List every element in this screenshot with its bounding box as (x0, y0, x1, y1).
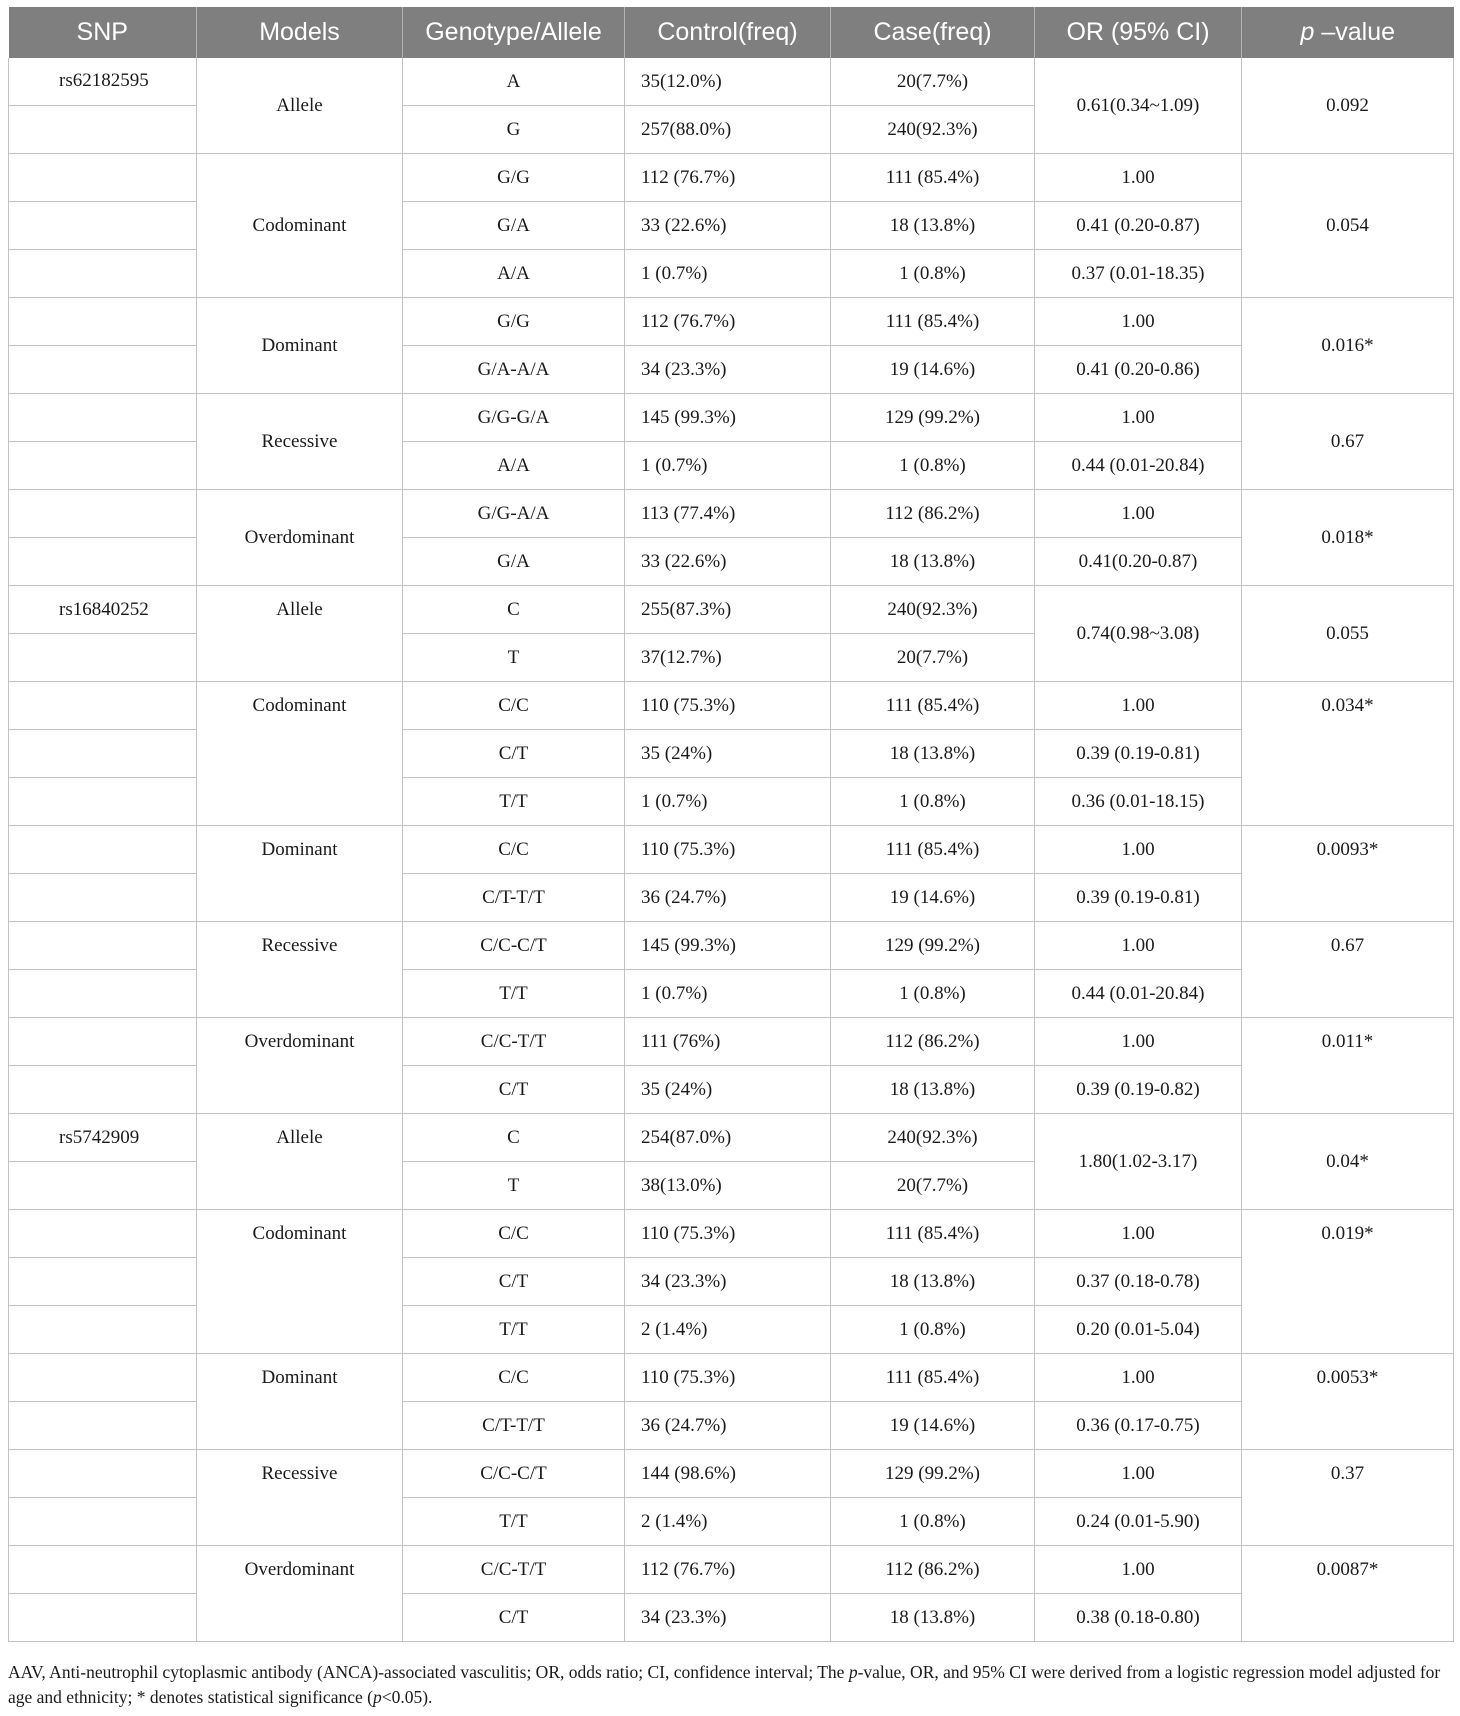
cell-case: 18 (13.8%) (831, 1258, 1035, 1306)
table-container (8, 7, 1453, 1642)
cell-model (197, 970, 403, 1018)
table-row (9, 1066, 1454, 1114)
cell-p-value (1242, 1594, 1454, 1642)
cell-or: 1.00 (1035, 394, 1242, 442)
cell-or: 0.24 (0.01-5.90) (1035, 1498, 1242, 1546)
cell-snp (9, 1594, 197, 1642)
cell-genotype: C/C (403, 826, 625, 874)
cell-control: 35 (24%) (625, 730, 831, 778)
cell-snp (9, 634, 197, 682)
cell-genotype: C/T-T/T (403, 1402, 625, 1450)
cell-snp (9, 1354, 197, 1402)
cell-model (197, 1594, 403, 1642)
footnote-part3: <0.05). (381, 1687, 433, 1707)
cell-p-value (1242, 1306, 1454, 1354)
table-row (9, 586, 1454, 634)
cell-case: 111 (85.4%) (831, 154, 1035, 202)
cell-control: 110 (75.3%) (625, 682, 831, 730)
cell-case: 1 (0.8%) (831, 250, 1035, 298)
cell-genotype: A (403, 58, 625, 106)
cell-case: 1 (0.8%) (831, 442, 1035, 490)
cell-p-value: 0.67 (1242, 394, 1454, 490)
cell-model (197, 1066, 403, 1114)
cell-genotype: T/T (403, 1306, 625, 1354)
cell-control: 112 (76.7%) (625, 154, 831, 202)
cell-case: 111 (85.4%) (831, 1354, 1035, 1402)
table-row (9, 778, 1454, 826)
header-models: Models (197, 7, 403, 58)
cell-or: 0.38 (0.18-0.80) (1035, 1594, 1242, 1642)
cell-case: 111 (85.4%) (831, 298, 1035, 346)
header-snp: SNP (9, 7, 197, 58)
cell-or: 0.44 (0.01-20.84) (1035, 442, 1242, 490)
cell-case: 129 (99.2%) (831, 1450, 1035, 1498)
cell-model (197, 1162, 403, 1210)
cell-control: 36 (24.7%) (625, 874, 831, 922)
cell-p-value (1242, 970, 1454, 1018)
cell-model: Recessive (197, 394, 403, 490)
cell-control: 35(12.0%) (625, 58, 831, 106)
cell-snp (9, 826, 197, 874)
cell-control: 33 (22.6%) (625, 202, 831, 250)
cell-snp: rs5742909 (9, 1114, 197, 1162)
cell-snp (9, 1402, 197, 1450)
cell-or: 1.00 (1035, 1210, 1242, 1258)
table-body (9, 58, 1454, 1642)
cell-genotype: C/C-C/T (403, 1450, 625, 1498)
cell-genotype: C/C (403, 1210, 625, 1258)
cell-model: Codominant (197, 682, 403, 730)
cell-or: 0.39 (0.19-0.81) (1035, 730, 1242, 778)
cell-case: 18 (13.8%) (831, 1066, 1035, 1114)
cell-case: 19 (14.6%) (831, 346, 1035, 394)
cell-snp (9, 1210, 197, 1258)
cell-control: 34 (23.3%) (625, 1594, 831, 1642)
table-row (9, 1402, 1454, 1450)
table-row (9, 682, 1454, 730)
cell-genotype: T/T (403, 1498, 625, 1546)
cell-case: 111 (85.4%) (831, 1210, 1035, 1258)
table-row (9, 1306, 1454, 1354)
cell-control: 144 (98.6%) (625, 1450, 831, 1498)
cell-case: 1 (0.8%) (831, 1306, 1035, 1354)
cell-case: 18 (13.8%) (831, 538, 1035, 586)
table-row (9, 730, 1454, 778)
cell-genotype: G/G (403, 154, 625, 202)
table-row (9, 1354, 1454, 1402)
footnote-part1: AAV, Anti-neutrophil cytoplasmic antibody (ANCA)-associated vasculitis; OR, odds ratio; CI, confidence interval; The (8, 1662, 849, 1682)
cell-control: 1 (0.7%) (625, 442, 831, 490)
cell-snp (9, 1450, 197, 1498)
cell-model: Allele (197, 586, 403, 634)
cell-or: 1.00 (1035, 1354, 1242, 1402)
cell-snp (9, 682, 197, 730)
cell-or: 0.74(0.98~3.08) (1035, 586, 1242, 682)
cell-genotype: C (403, 1114, 625, 1162)
table-row (9, 1498, 1454, 1546)
cell-or: 1.00 (1035, 826, 1242, 874)
cell-control: 1 (0.7%) (625, 778, 831, 826)
cell-snp (9, 490, 197, 538)
cell-snp (9, 970, 197, 1018)
cell-model (197, 1306, 403, 1354)
cell-case: 20(7.7%) (831, 58, 1035, 106)
cell-case: 18 (13.8%) (831, 730, 1035, 778)
table-row (9, 394, 1454, 442)
cell-case: 18 (13.8%) (831, 1594, 1035, 1642)
cell-case: 1 (0.8%) (831, 778, 1035, 826)
cell-model (197, 1498, 403, 1546)
cell-case: 19 (14.6%) (831, 1402, 1035, 1450)
cell-case: 112 (86.2%) (831, 490, 1035, 538)
cell-snp (9, 1066, 197, 1114)
cell-snp (9, 1306, 197, 1354)
cell-snp (9, 394, 197, 442)
cell-model: Dominant (197, 826, 403, 874)
cell-case: 240(92.3%) (831, 586, 1035, 634)
cell-model: Overdominant (197, 1546, 403, 1594)
table-row (9, 826, 1454, 874)
cell-or: 1.00 (1035, 490, 1242, 538)
cell-snp (9, 922, 197, 970)
cell-or: 1.80(1.02-3.17) (1035, 1114, 1242, 1210)
cell-snp: rs62182595 (9, 58, 197, 106)
cell-control: 35 (24%) (625, 1066, 831, 1114)
cell-genotype: A/A (403, 250, 625, 298)
cell-model: Codominant (197, 1210, 403, 1258)
cell-case: 129 (99.2%) (831, 922, 1035, 970)
cell-control: 1 (0.7%) (625, 250, 831, 298)
header-control: Control(freq) (625, 7, 831, 58)
cell-p-value: 0.054 (1242, 154, 1454, 298)
cell-snp (9, 1498, 197, 1546)
cell-control: 36 (24.7%) (625, 1402, 831, 1450)
cell-genotype: C/C (403, 1354, 625, 1402)
cell-or: 0.37 (0.18-0.78) (1035, 1258, 1242, 1306)
header-case: Case(freq) (831, 7, 1035, 58)
cell-case: 1 (0.8%) (831, 970, 1035, 1018)
cell-genotype: A/A (403, 442, 625, 490)
cell-p-value: 0.37 (1242, 1450, 1454, 1498)
cell-genotype: T (403, 634, 625, 682)
table-row (9, 1210, 1454, 1258)
cell-snp (9, 1162, 197, 1210)
cell-control: 112 (76.7%) (625, 1546, 831, 1594)
cell-case: 1 (0.8%) (831, 1498, 1035, 1546)
cell-model (197, 1402, 403, 1450)
cell-or: 1.00 (1035, 682, 1242, 730)
cell-genotype: C/T (403, 1258, 625, 1306)
cell-control: 1 (0.7%) (625, 970, 831, 1018)
cell-control: 34 (23.3%) (625, 1258, 831, 1306)
cell-snp (9, 1018, 197, 1066)
cell-snp (9, 874, 197, 922)
cell-or: 1.00 (1035, 1546, 1242, 1594)
cell-or: 1.00 (1035, 1450, 1242, 1498)
cell-genotype: T/T (403, 970, 625, 1018)
cell-model: Recessive (197, 1450, 403, 1498)
cell-control: 38(13.0%) (625, 1162, 831, 1210)
cell-genotype: T (403, 1162, 625, 1210)
cell-p-value: 0.04* (1242, 1114, 1454, 1210)
cell-p-value: 0.0053* (1242, 1354, 1454, 1402)
table-footnote (8, 1660, 1453, 1710)
cell-or: 0.41 (0.20-0.86) (1035, 346, 1242, 394)
cell-model (197, 634, 403, 682)
cell-or: 0.36 (0.17-0.75) (1035, 1402, 1242, 1450)
cell-model (197, 778, 403, 826)
table-row (9, 1114, 1454, 1162)
cell-control: 113 (77.4%) (625, 490, 831, 538)
cell-control: 111 (76%) (625, 1018, 831, 1066)
table-row (9, 970, 1454, 1018)
cell-case: 129 (99.2%) (831, 394, 1035, 442)
footnote-p1: p (848, 1662, 858, 1682)
cell-control: 110 (75.3%) (625, 1354, 831, 1402)
header-genotype: Genotype/Allele (403, 7, 625, 58)
cell-genotype: C/C-C/T (403, 922, 625, 970)
cell-model: Dominant (197, 298, 403, 394)
cell-or: 1.00 (1035, 298, 1242, 346)
cell-control: 2 (1.4%) (625, 1306, 831, 1354)
cell-control: 145 (99.3%) (625, 394, 831, 442)
cell-snp (9, 538, 197, 586)
cell-p-value: 0.011* (1242, 1018, 1454, 1066)
cell-or: 0.39 (0.19-0.81) (1035, 874, 1242, 922)
table-row (9, 874, 1454, 922)
cell-model: Overdominant (197, 490, 403, 586)
cell-p-value: 0.67 (1242, 922, 1454, 970)
cell-p-value: 0.018* (1242, 490, 1454, 586)
cell-or: 1.00 (1035, 922, 1242, 970)
cell-snp (9, 346, 197, 394)
cell-snp (9, 1546, 197, 1594)
table-row (9, 1546, 1454, 1594)
header-or: OR (95% CI) (1035, 7, 1242, 58)
cell-p-value (1242, 778, 1454, 826)
cell-genotype: C/C (403, 682, 625, 730)
cell-case: 111 (85.4%) (831, 682, 1035, 730)
cell-p-value (1242, 1066, 1454, 1114)
cell-genotype: G/A (403, 202, 625, 250)
cell-p-value: 0.016* (1242, 298, 1454, 394)
cell-genotype: C/T-T/T (403, 874, 625, 922)
table-row (9, 1450, 1454, 1498)
cell-genotype: C/T (403, 730, 625, 778)
cell-control: 37(12.7%) (625, 634, 831, 682)
cell-model (197, 874, 403, 922)
footnote-p2: p (372, 1687, 382, 1707)
footnote-part2: -value, OR, and 95% CI were derived from a logistic regression model adjusted for age and ethnicity; * denotes statistical significance ( (8, 1662, 1441, 1707)
cell-snp (9, 442, 197, 490)
cell-genotype: T/T (403, 778, 625, 826)
cell-model (197, 1258, 403, 1306)
cell-case: 20(7.7%) (831, 1162, 1035, 1210)
table-row (9, 490, 1454, 538)
cell-or: 0.36 (0.01-18.15) (1035, 778, 1242, 826)
cell-or: 0.44 (0.01-20.84) (1035, 970, 1242, 1018)
cell-or: 0.37 (0.01-18.35) (1035, 250, 1242, 298)
cell-p-value: 0.019* (1242, 1210, 1454, 1258)
header-row (9, 7, 1454, 58)
table-row (9, 1594, 1454, 1642)
cell-or: 0.20 (0.01-5.04) (1035, 1306, 1242, 1354)
header-p-italic: p (1300, 18, 1315, 46)
cell-control: 254(87.0%) (625, 1114, 831, 1162)
cell-p-value: 0.034* (1242, 682, 1454, 730)
header-p-rest: –value (1314, 18, 1396, 46)
cell-case: 240(92.3%) (831, 106, 1035, 154)
cell-control: 255(87.3%) (625, 586, 831, 634)
cell-snp (9, 1258, 197, 1306)
cell-p-value (1242, 1498, 1454, 1546)
cell-snp (9, 106, 197, 154)
cell-p-value: 0.0087* (1242, 1546, 1454, 1594)
table-row (9, 922, 1454, 970)
cell-control: 110 (75.3%) (625, 826, 831, 874)
cell-snp (9, 298, 197, 346)
cell-genotype: C/T (403, 1594, 625, 1642)
cell-snp (9, 250, 197, 298)
cell-genotype: G/G-A/A (403, 490, 625, 538)
cell-genotype: G/G-G/A (403, 394, 625, 442)
cell-model: Overdominant (197, 1018, 403, 1066)
cell-p-value (1242, 1402, 1454, 1450)
cell-control: 145 (99.3%) (625, 922, 831, 970)
cell-p-value: 0.0093* (1242, 826, 1454, 874)
cell-model: Codominant (197, 154, 403, 298)
cell-model: Allele (197, 1114, 403, 1162)
header-p-value (1242, 7, 1454, 58)
cell-snp (9, 778, 197, 826)
cell-control: 34 (23.3%) (625, 346, 831, 394)
cell-or: 0.61(0.34~1.09) (1035, 58, 1242, 154)
cell-control: 2 (1.4%) (625, 1498, 831, 1546)
cell-case: 111 (85.4%) (831, 826, 1035, 874)
cell-or: 1.00 (1035, 154, 1242, 202)
table-row (9, 154, 1454, 202)
cell-case: 18 (13.8%) (831, 202, 1035, 250)
cell-or: 1.00 (1035, 1018, 1242, 1066)
cell-genotype: G (403, 106, 625, 154)
cell-genotype: G/G (403, 298, 625, 346)
cell-p-value (1242, 730, 1454, 778)
cell-snp (9, 730, 197, 778)
cell-case: 240(92.3%) (831, 1114, 1035, 1162)
results-table (8, 7, 1454, 1642)
cell-model: Dominant (197, 1354, 403, 1402)
cell-case: 112 (86.2%) (831, 1546, 1035, 1594)
cell-control: 112 (76.7%) (625, 298, 831, 346)
cell-or: 0.41(0.20-0.87) (1035, 538, 1242, 586)
table-row (9, 58, 1454, 106)
cell-control: 33 (22.6%) (625, 538, 831, 586)
cell-p-value: 0.092 (1242, 58, 1454, 154)
cell-or: 0.41 (0.20-0.87) (1035, 202, 1242, 250)
cell-snp: rs16840252 (9, 586, 197, 634)
cell-p-value (1242, 874, 1454, 922)
table-row (9, 298, 1454, 346)
cell-model (197, 730, 403, 778)
cell-p-value (1242, 1258, 1454, 1306)
table-row (9, 1018, 1454, 1066)
cell-control: 110 (75.3%) (625, 1210, 831, 1258)
cell-genotype: C/C-T/T (403, 1546, 625, 1594)
cell-genotype: C/C-T/T (403, 1018, 625, 1066)
cell-p-value: 0.055 (1242, 586, 1454, 682)
cell-genotype: C/T (403, 1066, 625, 1114)
cell-snp (9, 154, 197, 202)
cell-genotype: G/A-A/A (403, 346, 625, 394)
cell-genotype: C (403, 586, 625, 634)
table-row (9, 1258, 1454, 1306)
cell-case: 112 (86.2%) (831, 1018, 1035, 1066)
cell-or: 0.39 (0.19-0.82) (1035, 1066, 1242, 1114)
cell-model: Allele (197, 58, 403, 154)
cell-case: 19 (14.6%) (831, 874, 1035, 922)
cell-control: 257(88.0%) (625, 106, 831, 154)
cell-snp (9, 202, 197, 250)
cell-genotype: G/A (403, 538, 625, 586)
cell-model: Recessive (197, 922, 403, 970)
cell-case: 20(7.7%) (831, 634, 1035, 682)
